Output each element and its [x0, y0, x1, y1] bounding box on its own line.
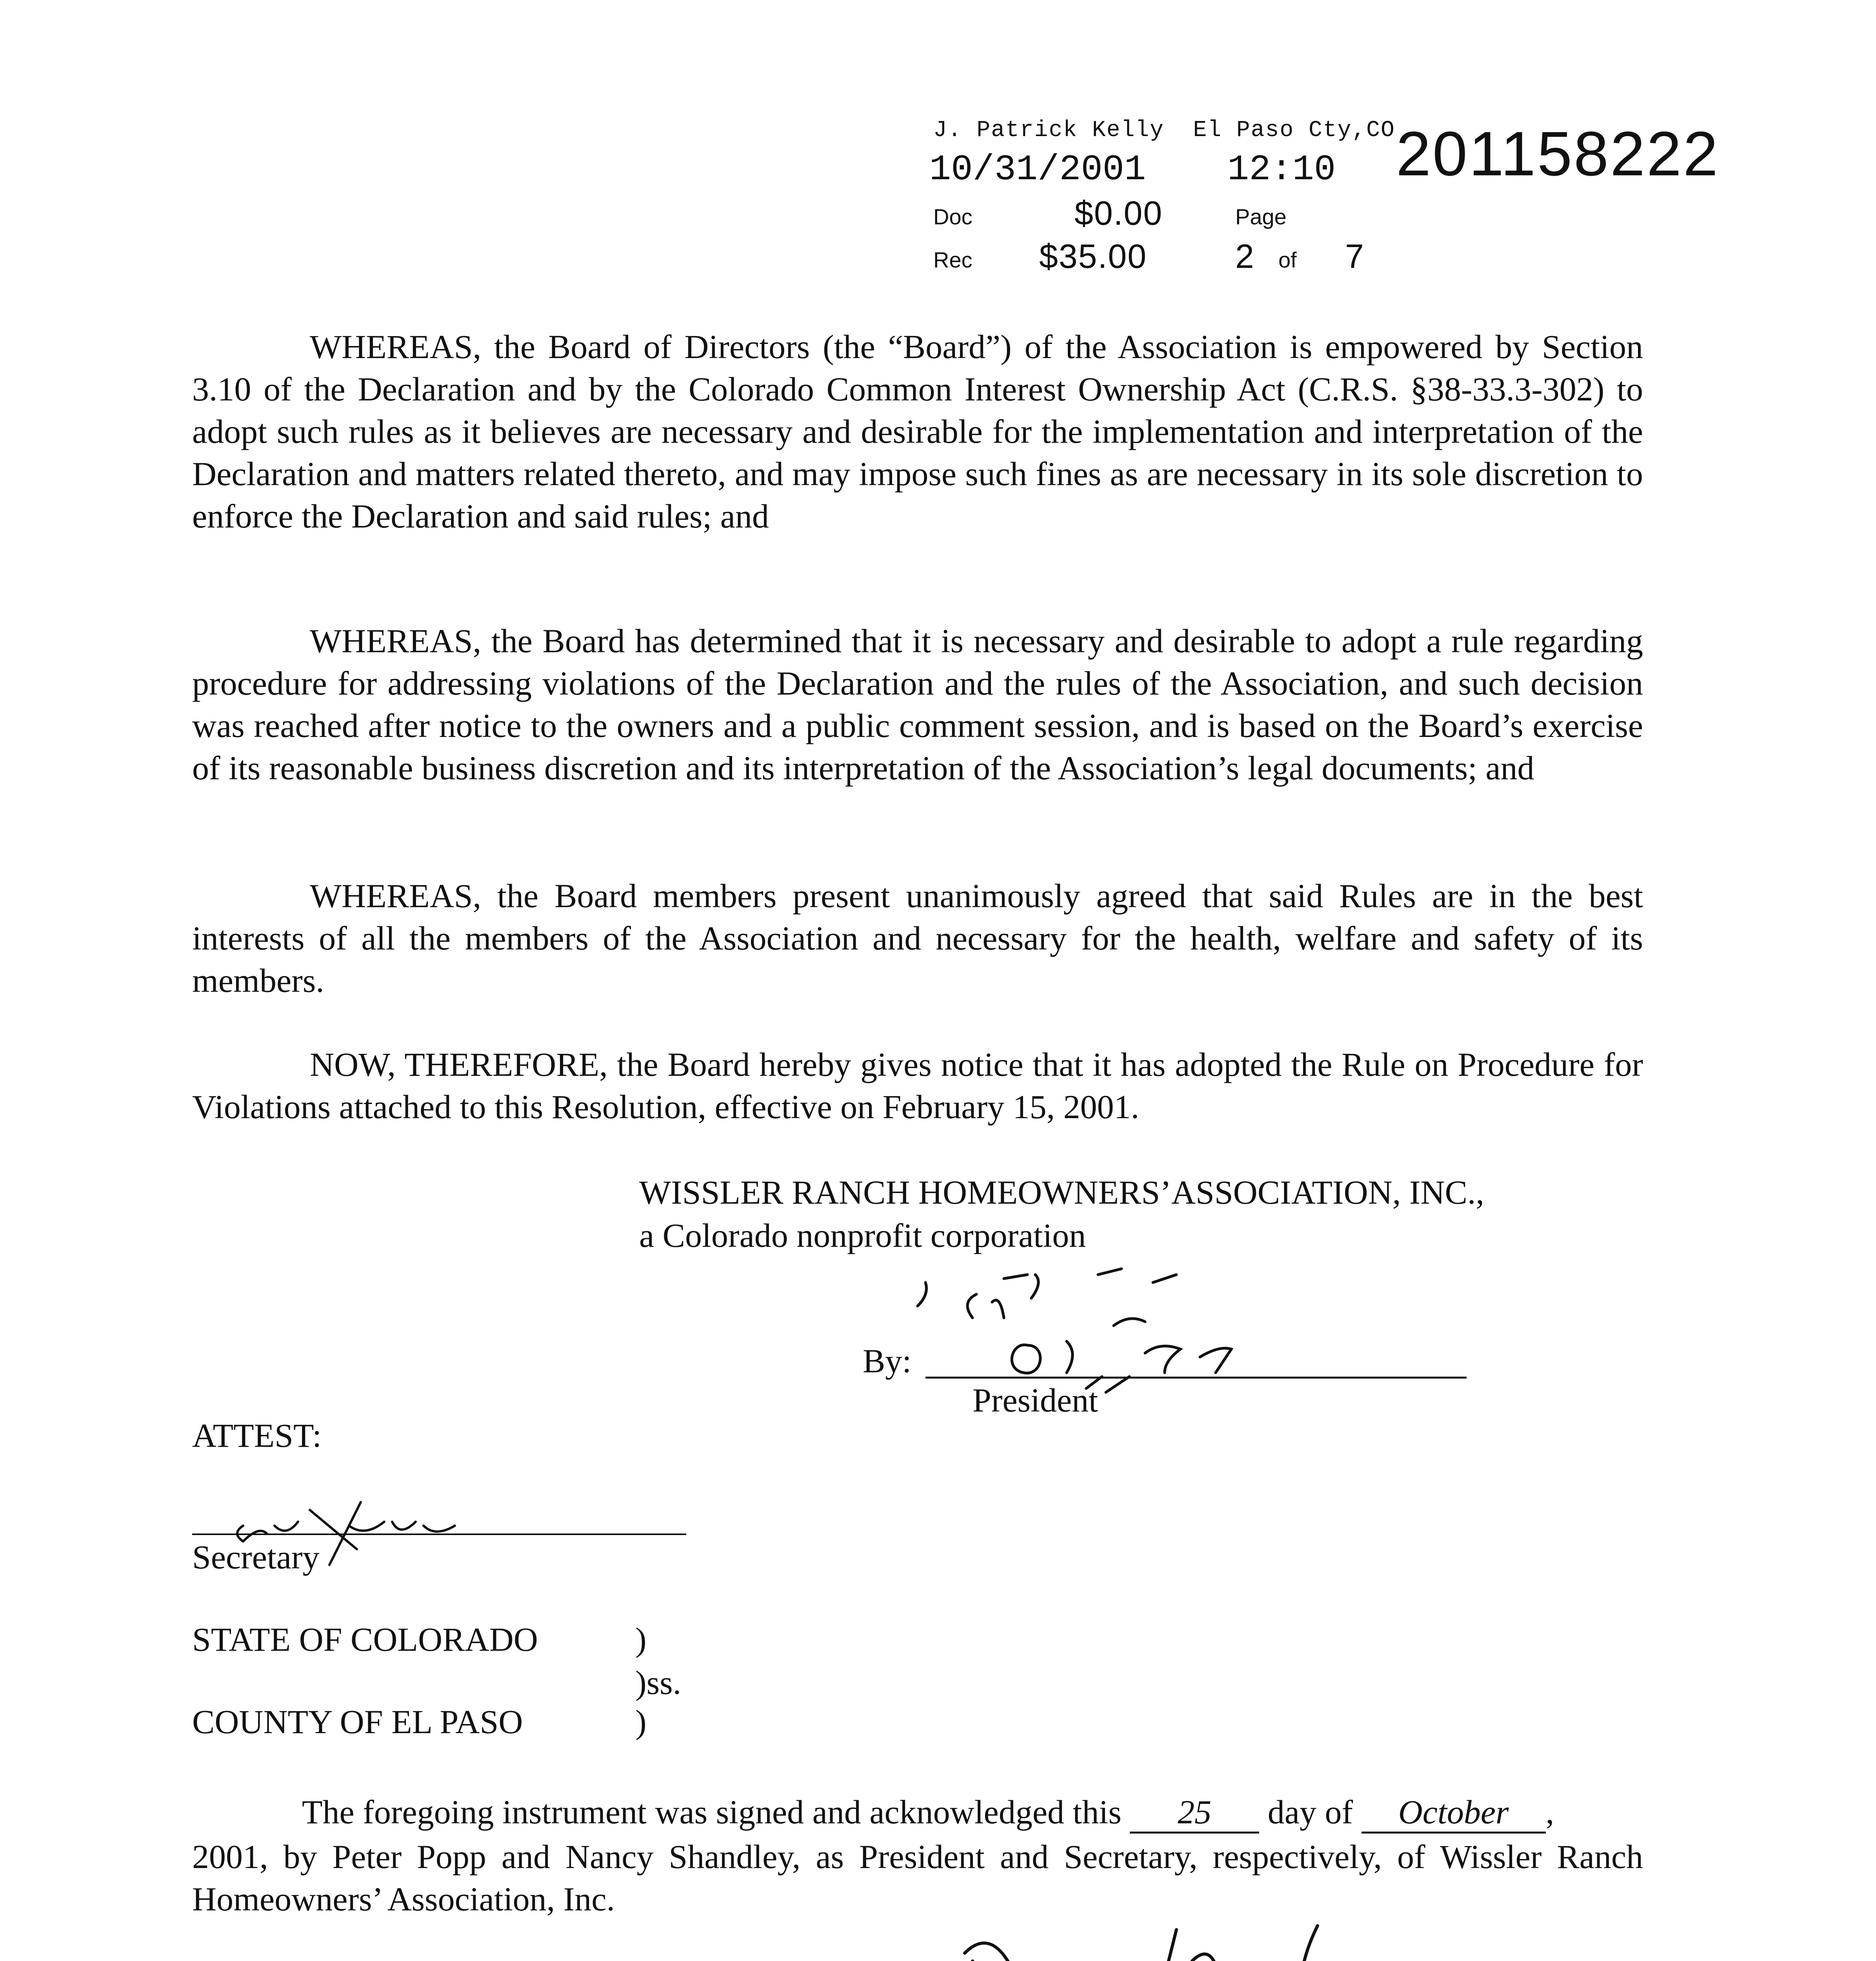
by-label: By:: [863, 1342, 912, 1380]
venue-ss: )ss.: [635, 1664, 682, 1701]
whereas-paragraph-2-text: WHEREAS, the Board has determined that it is necessary and desirable to adopt a rule regarding procedure for addressing violations of the Declaration and the rules of the Association, and such decision was reached after notice to the owners and a public comment session, and is based on the Board’s exercise of its reasonable business discretion and its interpretation of the Association’s legal documents; and: [192, 622, 1643, 787]
venue-paren-2: ): [635, 1703, 647, 1741]
secretary-label: Secretary: [192, 1538, 320, 1576]
whereas-paragraph-3-text: WHEREAS, the Board members present unanimously agreed that said Rules are in the best interests of all the members of the Association and necessary for the health, welfare and safety of its members.: [192, 877, 1643, 999]
rec-fee: $35.00: [1039, 238, 1147, 275]
recording-time: 12:10: [1227, 149, 1336, 190]
venue-state: STATE OF COLORADO: [192, 1621, 538, 1658]
page-current: 2: [1235, 238, 1255, 275]
acknowledgment-intro: The foregoing instrument was signed and acknowledged this: [302, 1793, 1122, 1831]
recorder-county: El Paso Cty,CO: [1193, 118, 1395, 143]
now-therefore-paragraph: [192, 1043, 1643, 1128]
page-of: of: [1278, 247, 1297, 272]
now-therefore-text: NOW, THEREFORE, the Board hereby gives notice that it has adopted the Rule on Procedure for Violations attached to this Resolution, effective on February 15, 2001.: [192, 1046, 1643, 1126]
whereas-paragraph-3: [192, 875, 1643, 1002]
page-label: Page: [1235, 204, 1287, 229]
page-total: 7: [1345, 238, 1365, 275]
notary-signature: [894, 1906, 1463, 1961]
acknowledgment-line-2: 2001, by Peter Popp and Nancy Shandley, as President and Secretary, respectively, of Wissler Ranch Homeowners’ Association, Inc.: [192, 1838, 1643, 1918]
president-label: President: [973, 1381, 1098, 1419]
acknowledgment-day-of: day of: [1267, 1793, 1353, 1831]
corporation-description: a Colorado nonprofit corporation: [639, 1217, 1086, 1254]
rec-fee-label: Rec: [933, 247, 973, 272]
corporation-name: WISSLER RANCH HOMEOWNERS’ASSOCIATION, INC.,: [639, 1173, 1484, 1211]
acknowledgment-line-1: The foregoing instrument was signed and acknowledged this 25 day of October ,: [302, 1792, 1554, 1834]
whereas-paragraph-2: [192, 620, 1643, 789]
attest-label: ATTEST:: [192, 1417, 322, 1454]
recording-date: 10/31/2001: [929, 149, 1146, 190]
whereas-paragraph-1-text: WHEREAS, the Board of Directors (the “Board”) of the Association is empowered by Section 3.10 of the Declaration and by the Colorado Common Interest Ownership Act (C.R.S. §38-33.3-302) to adopt such rules as it believes are necessary and desirable for the implementation and interpretation of the Declaration and matters related thereto, and may impose such fines as are necessary in its sole discretion to enforce the Declaration and said rules; and: [192, 328, 1643, 535]
venue-county: COUNTY OF EL PASO: [192, 1703, 523, 1741]
doc-fee-label: Doc: [933, 204, 973, 229]
whereas-paragraph-1: [192, 326, 1643, 537]
acknowledgment-day: 25: [1130, 1792, 1259, 1834]
reception-number: 201158222: [1396, 118, 1720, 189]
venue-paren-1: ): [635, 1621, 647, 1658]
acknowledgment-month: October: [1362, 1792, 1546, 1834]
recorder-line: [933, 118, 1395, 143]
recorder-name: J. Patrick Kelly: [933, 118, 1164, 143]
doc-fee: $0.00: [1074, 195, 1163, 232]
